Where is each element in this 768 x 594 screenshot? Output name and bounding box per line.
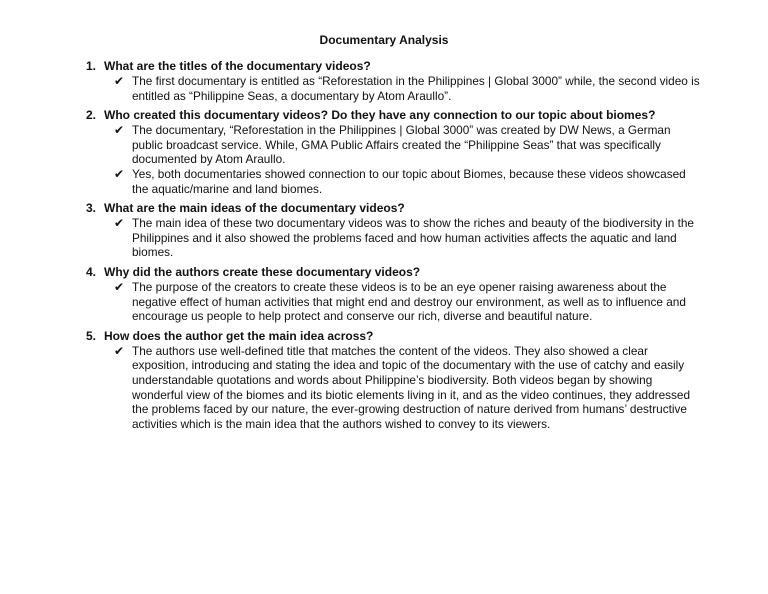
answer-item [114,123,700,167]
question-number: 2. [86,108,97,123]
question-text: Why did the authors create these documentary videos? [104,264,421,279]
question-heading [86,201,700,216]
question-text: What are the titles of the documentary videos? [104,59,371,73]
question-section-4 [86,265,700,324]
checkmark-icon: ✔ [114,74,125,88]
question-heading [86,265,700,280]
answer-text: The first documentary is entitled as “Reforestation in the Philippines | Global 3000” while, the second video is entitled as “Philippine Seas, a documentary by Atom Araullo”. [132,74,700,103]
checkmark-icon: ✔ [114,279,125,294]
question-number: 4. [86,264,97,279]
answer-item [114,167,700,196]
answer-item [114,344,700,432]
answer-item [114,280,700,324]
question-text: How does the author get the main idea across? [104,328,374,343]
question-section-5 [86,329,700,432]
answer-text: Yes, both documentaries showed connection to our topic about Biomes, because these videos showcased the aquatic/marine and land biomes. [132,166,686,196]
answer-text: The documentary, “Reforestation in the Philippines | Global 3000” was created by DW News, a German public broadcast service. While, GMA Public Affairs created the “Philippine Seas” that was specifically documented by Atom Araullo. [132,123,671,167]
checkmark-icon: ✔ [114,166,125,181]
document-title: Documentary Analysis [319,33,449,47]
answer-item [114,216,700,260]
question-number: 1. [86,59,97,73]
question-heading [86,329,700,344]
question-heading [86,59,700,74]
question-list [86,59,700,436]
answer-item [114,74,700,103]
answer-text: The purpose of the creators to create these videos is to be an eye opener raising awareness about the negative effect of human activities that might end and destroy our environment, as well as to influence and encourage us people to help protect and conserve our rich, diverse and beautiful nature. [132,279,686,324]
question-section-3 [86,201,700,260]
answer-text: The authors use well-defined title that matches the content of the videos. They also showed a clear exposition, introducing and stating the idea and topic of the documentary with the use of catchy and easily understandable quotations and words about Philippine’s biodiversity. Both videos began by showing wonderful view of the biomes and its biotic elements living in it, and as the video continues, they addressed the problems faced by our nature, the ever-growing destruction of nature derived from humans’ destructive activities which is the main idea that the authors wished to convey to its viewers. [132,343,691,431]
answer-text: The main idea of these two documentary videos was to show the riches and beauty of the biodiversity in the Philippines and it also showed the problems faced and how human activities affects the aquatic and land biomes. [132,216,694,260]
question-number: 5. [86,328,97,343]
question-heading [86,108,700,123]
checkmark-icon: ✔ [114,216,125,231]
question-section-2 [86,108,700,196]
question-text: What are the main ideas of the documentary videos? [104,201,405,216]
question-section-1 [86,59,700,103]
checkmark-icon: ✔ [114,123,125,138]
question-number: 3. [86,201,97,216]
checkmark-icon: ✔ [114,343,125,358]
question-text: Who created this documentary videos? Do they have any connection to our topic about biomes? [104,108,656,123]
